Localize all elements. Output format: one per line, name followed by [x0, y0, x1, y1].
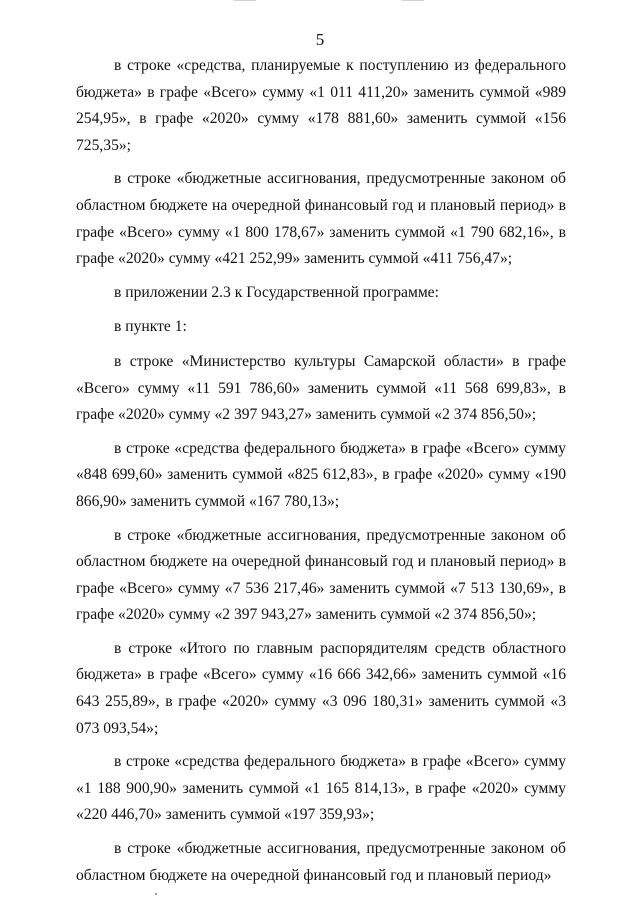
- paragraph-regional-budget-allocations-3: в строке «бюджетные ассигнования, предусмотренные законом об областном бюджете на очередной финансовый год и плановый период»: [76, 840, 566, 884]
- paragraph-federal-budget-funds-2: в строке «средства федерального бюджета» в графе «Всего» сумму «1 188 900,90» заменить суммой «1 165 814,13», в графе «2020» сумму «220 446,70» заменить суммой «197 359,93»;: [76, 753, 566, 824]
- paragraph-item-reference: в пункте 1:: [114, 318, 187, 336]
- paragraph-ministry-of-culture: в строке «Министерство культуры Самарской области» в графе «Всего» сумму «11 591 786,60» заменить суммой «11 568 699,83», в графе «2020» сумму «2 397 943,27» заменить суммой «2 374 856,50»;: [76, 352, 566, 424]
- document-body: [76, 53, 566, 896]
- paragraph-federal-budget-funds: в строке «средства федерального бюджета» в графе «Всего» сумму «848 699,60» заменить суммой «825 612,83», в графе «2020» сумму «190 866,90» заменить суммой «167 780,13»;: [76, 439, 566, 510]
- scan-artifact-top-left: [234, 0, 256, 1]
- paragraph-federal-budget-receipts: в строке «средства, планируемые к поступлению из федерального бюджета» в графе «Всего» сумму «1 011 411,20» заменить суммой «989 254,95», в графе «2020» сумму «178 881,60» заменить суммой «156 725,35»;: [76, 57, 566, 154]
- scan-artifact-bottom: [155, 893, 157, 895]
- scan-artifact-top-right: [402, 0, 424, 1]
- paragraph-total-by-managers: в строке «Итого по главным распорядителям средств областного бюджета» в графе «Всего» сумму «16 666 342,66» заменить суммой «16 643 255,89», в графе «2020» сумму «3 096 180,31» заменить суммой «3 073 093,54»;: [76, 639, 566, 737]
- paragraph-regional-budget-allocations-2: в строке «бюджетные ассигнования, предусмотренные законом об областном бюджете на очередной финансовый год и плановый период» в графе «Всего» сумму «7 536 217,46» заменить суммой «7 513 130,69», в графе «2020» сумму «2 397 943,27» заменить суммой «2 374 856,50»;: [76, 526, 566, 624]
- page-number: 5: [315, 30, 325, 49]
- paragraph-appendix-reference: в приложении 2.3 к Государственной программе:: [114, 283, 439, 301]
- paragraph-regional-budget-allocations: в строке «бюджетные ассигнования, предусмотренные законом об областном бюджете на очередной финансовый год и плановый период» в графе «Всего» сумму «1 800 178,67» заменить суммой «1 790 682,16», в графе «2020» сумму «421 252,99» заменить суммой «411 756,47»;: [76, 170, 566, 268]
